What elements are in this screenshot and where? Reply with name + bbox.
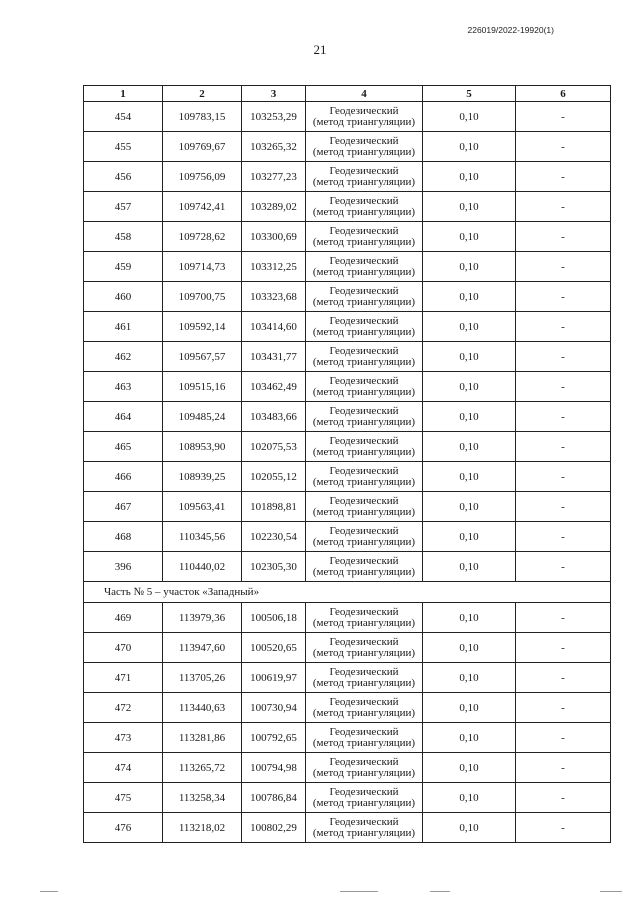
point-number: 472 [84, 693, 163, 723]
section-divider [84, 582, 611, 603]
point-number: 464 [84, 402, 163, 432]
method-line-1: Геодезический [329, 554, 399, 567]
x-coordinate: 109742,41 [163, 192, 242, 222]
accuracy: 0,10 [423, 783, 516, 813]
method-line-1: Геодезический [329, 104, 399, 117]
note: - [516, 312, 611, 342]
note: - [516, 162, 611, 192]
method-cell [306, 282, 423, 312]
method-line-2: (метод триангуляции) [312, 175, 416, 188]
accuracy: 0,10 [423, 402, 516, 432]
table-row [84, 252, 611, 282]
point-number: 396 [84, 552, 163, 582]
point-number: 455 [84, 132, 163, 162]
method-line-1: Геодезический [329, 434, 399, 447]
accuracy: 0,10 [423, 432, 516, 462]
note: - [516, 132, 611, 162]
y-coordinate: 103414,60 [242, 312, 306, 342]
method-line-1: Геодезический [329, 494, 399, 507]
accuracy: 0,10 [423, 342, 516, 372]
note: - [516, 603, 611, 633]
method-line-1: Геодезический [329, 755, 399, 768]
table-row [84, 282, 611, 312]
method-line-2: (метод триангуляции) [312, 565, 416, 578]
method-line-2: (метод триангуляции) [312, 325, 416, 338]
accuracy: 0,10 [423, 693, 516, 723]
note: - [516, 693, 611, 723]
accuracy: 0,10 [423, 192, 516, 222]
x-coordinate: 109728,62 [163, 222, 242, 252]
method-line-2: (метод триангуляции) [312, 676, 416, 689]
table-row [84, 402, 611, 432]
y-coordinate: 103289,02 [242, 192, 306, 222]
accuracy: 0,10 [423, 282, 516, 312]
accuracy: 0,10 [423, 252, 516, 282]
table-row [84, 132, 611, 162]
note: - [516, 342, 611, 372]
method-line-1: Геодезический [329, 134, 399, 147]
x-coordinate: 109563,41 [163, 492, 242, 522]
point-number: 469 [84, 603, 163, 633]
method-line-2: (метод триангуляции) [312, 616, 416, 629]
x-coordinate: 110345,56 [163, 522, 242, 552]
y-coordinate: 100730,94 [242, 693, 306, 723]
method-line-1: Геодезический [329, 464, 399, 477]
point-number: 458 [84, 222, 163, 252]
method-line-1: Геодезический [329, 254, 399, 267]
table-row [84, 603, 611, 633]
y-coordinate: 102055,12 [242, 462, 306, 492]
method-cell [306, 132, 423, 162]
y-coordinate: 103323,68 [242, 282, 306, 312]
point-number: 462 [84, 342, 163, 372]
note: - [516, 372, 611, 402]
point-number: 463 [84, 372, 163, 402]
method-line-2: (метод триангуляции) [312, 736, 416, 749]
y-coordinate: 100506,18 [242, 603, 306, 633]
table-body-part-1 [84, 102, 611, 582]
accuracy: 0,10 [423, 372, 516, 402]
point-number: 467 [84, 492, 163, 522]
note: - [516, 633, 611, 663]
point-number: 473 [84, 723, 163, 753]
method-cell [306, 723, 423, 753]
y-coordinate: 103300,69 [242, 222, 306, 252]
method-line-1: Геодезический [329, 815, 399, 828]
method-line-1: Геодезический [329, 164, 399, 177]
y-coordinate: 103277,23 [242, 162, 306, 192]
accuracy: 0,10 [423, 462, 516, 492]
method-cell [306, 252, 423, 282]
x-coordinate: 109769,67 [163, 132, 242, 162]
document-number: 226019/2022-19920(1) [467, 25, 554, 35]
method-line-2: (метод триангуляции) [312, 796, 416, 809]
note: - [516, 552, 611, 582]
method-line-2: (метод триангуляции) [312, 265, 416, 278]
accuracy: 0,10 [423, 552, 516, 582]
column-header-2: 2 [163, 86, 242, 102]
header-row [84, 86, 611, 102]
method-cell [306, 603, 423, 633]
method-line-1: Геодезический [329, 374, 399, 387]
method-line-1: Геодезический [329, 194, 399, 207]
x-coordinate: 113265,72 [163, 753, 242, 783]
method-cell [306, 222, 423, 252]
method-line-1: Геодезический [329, 224, 399, 237]
table-row [84, 753, 611, 783]
note: - [516, 192, 611, 222]
note: - [516, 753, 611, 783]
x-coordinate: 109485,24 [163, 402, 242, 432]
method-line-2: (метод триангуляции) [312, 235, 416, 248]
accuracy: 0,10 [423, 663, 516, 693]
x-coordinate: 108953,90 [163, 432, 242, 462]
table-row [84, 192, 611, 222]
method-line-2: (метод триангуляции) [312, 145, 416, 158]
note: - [516, 402, 611, 432]
method-cell [306, 192, 423, 222]
note: - [516, 102, 611, 132]
table-row [84, 813, 611, 843]
accuracy: 0,10 [423, 753, 516, 783]
accuracy: 0,10 [423, 633, 516, 663]
method-cell [306, 813, 423, 843]
note: - [516, 663, 611, 693]
y-coordinate: 103431,77 [242, 342, 306, 372]
section-row [84, 582, 611, 603]
y-coordinate: 100786,84 [242, 783, 306, 813]
accuracy: 0,10 [423, 222, 516, 252]
accuracy: 0,10 [423, 132, 516, 162]
x-coordinate: 109567,57 [163, 342, 242, 372]
y-coordinate: 100802,29 [242, 813, 306, 843]
point-number: 459 [84, 252, 163, 282]
note: - [516, 252, 611, 282]
point-number: 456 [84, 162, 163, 192]
scan-edge-marks [0, 887, 640, 897]
method-line-2: (метод триангуляции) [312, 646, 416, 659]
method-cell [306, 783, 423, 813]
point-number: 457 [84, 192, 163, 222]
table-row [84, 522, 611, 552]
y-coordinate: 101898,81 [242, 492, 306, 522]
method-line-2: (метод триангуляции) [312, 115, 416, 128]
table-row [84, 783, 611, 813]
coordinates-table [83, 85, 611, 843]
x-coordinate: 109700,75 [163, 282, 242, 312]
table-row [84, 312, 611, 342]
method-line-1: Геодезический [329, 314, 399, 327]
table-row [84, 693, 611, 723]
y-coordinate: 103265,32 [242, 132, 306, 162]
point-number: 468 [84, 522, 163, 552]
method-line-1: Геодезический [329, 404, 399, 417]
note: - [516, 432, 611, 462]
accuracy: 0,10 [423, 603, 516, 633]
x-coordinate: 109592,14 [163, 312, 242, 342]
method-cell [306, 402, 423, 432]
method-line-2: (метод триангуляции) [312, 415, 416, 428]
note: - [516, 462, 611, 492]
accuracy: 0,10 [423, 723, 516, 753]
accuracy: 0,10 [423, 162, 516, 192]
method-line-2: (метод триангуляции) [312, 535, 416, 548]
point-number: 471 [84, 663, 163, 693]
method-cell [306, 102, 423, 132]
method-line-2: (метод триангуляции) [312, 766, 416, 779]
point-number: 454 [84, 102, 163, 132]
method-line-2: (метод триангуляции) [312, 385, 416, 398]
method-cell [306, 492, 423, 522]
method-cell [306, 372, 423, 402]
method-line-1: Геодезический [329, 284, 399, 297]
x-coordinate: 113947,60 [163, 633, 242, 663]
x-coordinate: 113281,86 [163, 723, 242, 753]
y-coordinate: 103253,29 [242, 102, 306, 132]
table-row [84, 492, 611, 522]
y-coordinate: 102305,30 [242, 552, 306, 582]
point-number: 466 [84, 462, 163, 492]
method-line-2: (метод триангуляции) [312, 295, 416, 308]
column-header-4: 4 [306, 86, 423, 102]
method-cell [306, 633, 423, 663]
table-row [84, 432, 611, 462]
accuracy: 0,10 [423, 102, 516, 132]
accuracy: 0,10 [423, 522, 516, 552]
table-row [84, 462, 611, 492]
x-coordinate: 110440,02 [163, 552, 242, 582]
column-header-5: 5 [423, 86, 516, 102]
method-line-1: Геодезический [329, 725, 399, 738]
method-line-1: Геодезический [329, 665, 399, 678]
x-coordinate: 113218,02 [163, 813, 242, 843]
method-line-1: Геодезический [329, 695, 399, 708]
table-row [84, 663, 611, 693]
method-line-2: (метод триангуляции) [312, 505, 416, 518]
note: - [516, 492, 611, 522]
table-row [84, 372, 611, 402]
x-coordinate: 113440,63 [163, 693, 242, 723]
x-coordinate: 113979,36 [163, 603, 242, 633]
method-line-1: Геодезический [329, 605, 399, 618]
note: - [516, 783, 611, 813]
table-row [84, 723, 611, 753]
accuracy: 0,10 [423, 312, 516, 342]
method-cell [306, 663, 423, 693]
y-coordinate: 102075,53 [242, 432, 306, 462]
y-coordinate: 103312,25 [242, 252, 306, 282]
table-row [84, 162, 611, 192]
y-coordinate: 100619,97 [242, 663, 306, 693]
method-cell [306, 162, 423, 192]
point-number: 461 [84, 312, 163, 342]
method-line-1: Геодезический [329, 344, 399, 357]
page-number: 21 [313, 42, 327, 57]
y-coordinate: 103462,49 [242, 372, 306, 402]
table-body-part-2 [84, 603, 611, 843]
method-cell [306, 693, 423, 723]
method-cell [306, 753, 423, 783]
x-coordinate: 113705,26 [163, 663, 242, 693]
method-line-1: Геодезический [329, 785, 399, 798]
note: - [516, 282, 611, 312]
accuracy: 0,10 [423, 492, 516, 522]
table-row [84, 102, 611, 132]
x-coordinate: 109515,16 [163, 372, 242, 402]
method-line-1: Геодезический [329, 635, 399, 648]
method-line-2: (метод триангуляции) [312, 355, 416, 368]
x-coordinate: 109783,15 [163, 102, 242, 132]
point-number: 465 [84, 432, 163, 462]
method-cell [306, 312, 423, 342]
x-coordinate: 108939,25 [163, 462, 242, 492]
point-number: 460 [84, 282, 163, 312]
y-coordinate: 100520,65 [242, 633, 306, 663]
method-cell [306, 552, 423, 582]
section-label: Часть № 5 – участок «Западный» [84, 582, 611, 603]
table-row [84, 222, 611, 252]
method-cell [306, 342, 423, 372]
column-header-6: 6 [516, 86, 611, 102]
table-row [84, 552, 611, 582]
y-coordinate: 102230,54 [242, 522, 306, 552]
method-line-2: (метод триангуляции) [312, 475, 416, 488]
table-row [84, 342, 611, 372]
note: - [516, 813, 611, 843]
x-coordinate: 109756,09 [163, 162, 242, 192]
method-cell [306, 462, 423, 492]
point-number: 475 [84, 783, 163, 813]
method-line-2: (метод триангуляции) [312, 445, 416, 458]
point-number: 476 [84, 813, 163, 843]
method-line-2: (метод триангуляции) [312, 706, 416, 719]
method-cell [306, 432, 423, 462]
x-coordinate: 109714,73 [163, 252, 242, 282]
note: - [516, 723, 611, 753]
table-row [84, 633, 611, 663]
x-coordinate: 113258,34 [163, 783, 242, 813]
note: - [516, 522, 611, 552]
y-coordinate: 100794,98 [242, 753, 306, 783]
column-header-1: 1 [84, 86, 163, 102]
y-coordinate: 103483,66 [242, 402, 306, 432]
point-number: 470 [84, 633, 163, 663]
point-number: 474 [84, 753, 163, 783]
y-coordinate: 100792,65 [242, 723, 306, 753]
column-header-3: 3 [242, 86, 306, 102]
note: - [516, 222, 611, 252]
accuracy: 0,10 [423, 813, 516, 843]
method-line-2: (метод триангуляции) [312, 826, 416, 839]
method-line-2: (метод триангуляции) [312, 205, 416, 218]
method-line-1: Геодезический [329, 524, 399, 537]
method-cell [306, 522, 423, 552]
